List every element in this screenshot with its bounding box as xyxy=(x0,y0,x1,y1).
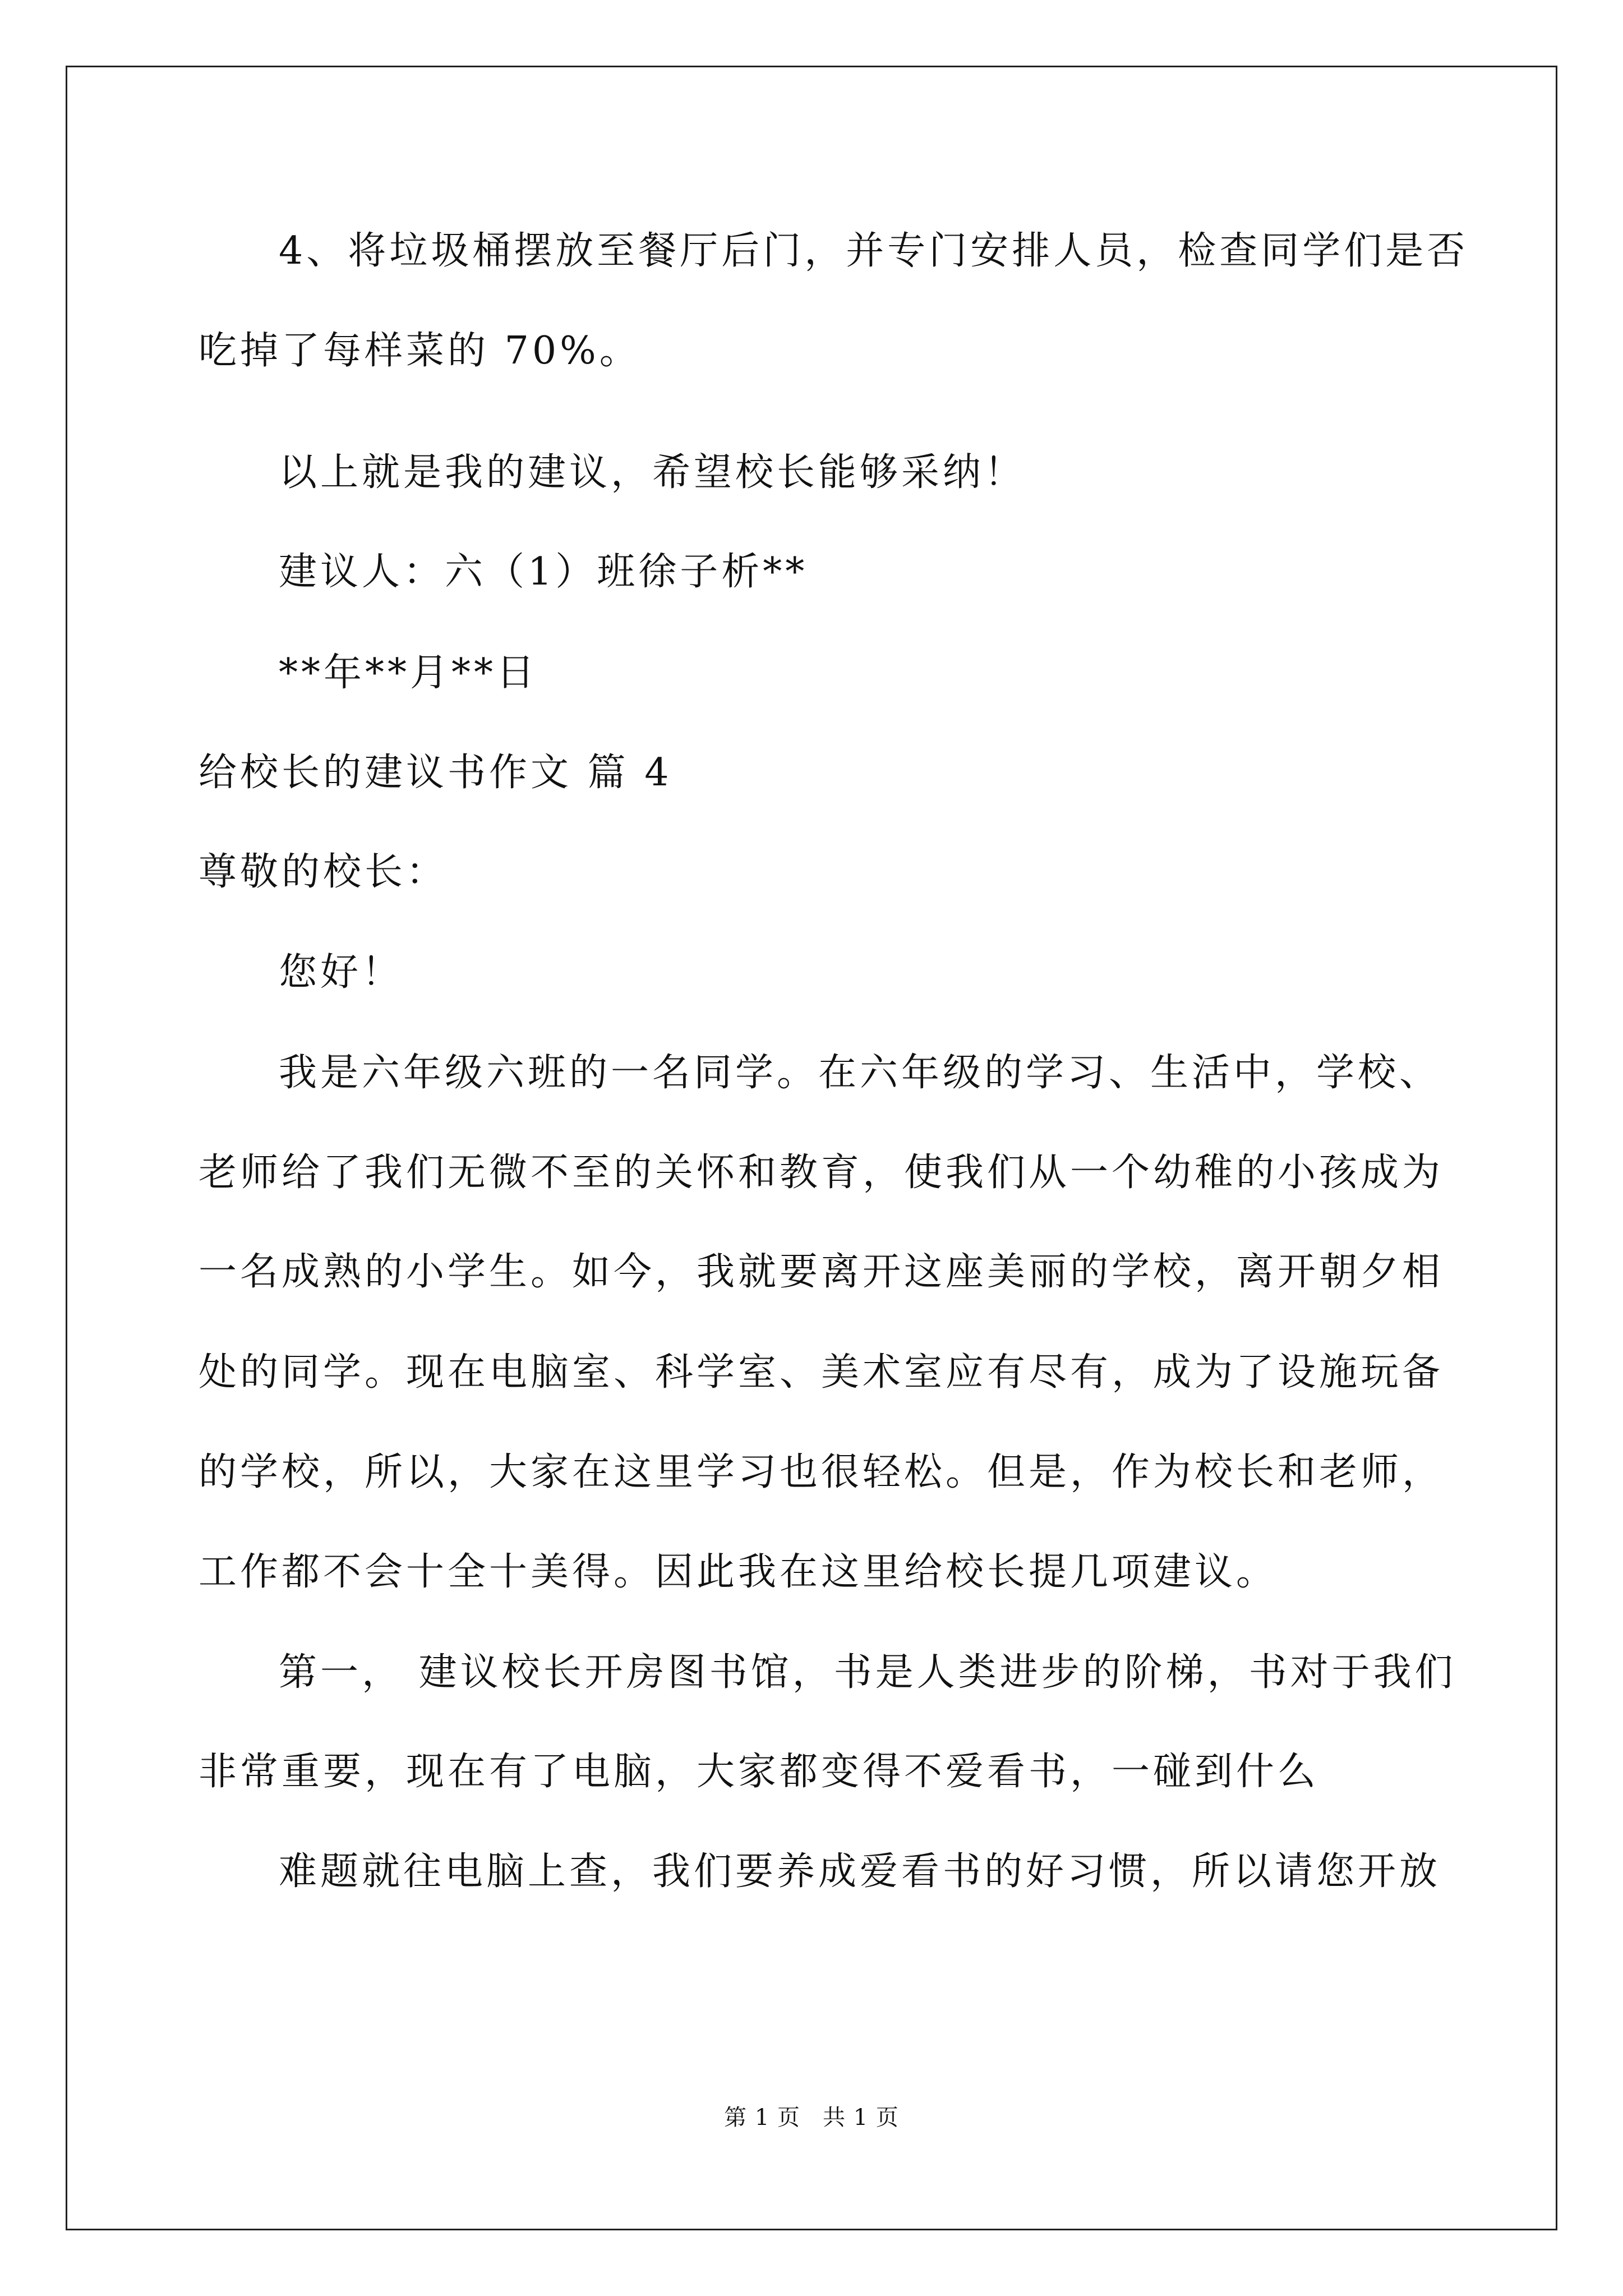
paragraph-line: 4、将垃圾桶摆放至餐厅后门，并专门安排人员，检查同学们是否 xyxy=(279,229,1469,273)
paragraph-line: 非常重要，现在有了电脑，大家都变得不爱看书，一碰到什么 xyxy=(199,1750,1320,1794)
paragraph-line: 我是六年级六班的一名同学。在六年级的学习、生活中，学校、 xyxy=(279,1051,1441,1095)
date-line: **年**月**日 xyxy=(279,651,538,695)
paragraph-line: 吃掉了每样菜的 70%。 xyxy=(199,329,641,373)
paragraph-line: 以上就是我的建议，希望校长能够采纳！ xyxy=(279,450,1026,495)
paragraph-line: 的学校，所以，大家在这里学习也很轻松。但是，作为校长和老师， xyxy=(199,1450,1444,1494)
page-number: 第 1 页 xyxy=(724,2105,800,2131)
paragraph-line: 老师给了我们无微不至的关怀和教育，使我们从一个幼稚的小孩成为 xyxy=(199,1151,1444,1195)
paragraph-line: 一名成熟的小学生。如今，我就要离开这座美丽的学校，离开朝夕相 xyxy=(199,1250,1444,1294)
page-footer xyxy=(0,2101,1623,2134)
salutation: 尊敬的校长： xyxy=(199,850,448,894)
paragraph-line: 处的同学。现在电脑室、科学室、美术室应有尽有，成为了设施玩备 xyxy=(199,1350,1444,1395)
signature-line: 建议人：六（1）班徐子析** xyxy=(279,550,808,594)
page-total: 共 1 页 xyxy=(823,2105,899,2131)
greeting: 您好！ xyxy=(279,950,404,995)
paragraph-line: 难题就往电脑上查，我们要养成爱看书的好习惯，所以请您开放 xyxy=(279,1849,1441,1894)
paragraph-line: 工作都不会十全十美得。因此我在这里给校长提几项建议。 xyxy=(199,1550,1278,1594)
paragraph-line: 第一， 建议校长开房图书馆，书是人类进步的阶梯，书对于我们 xyxy=(279,1650,1456,1695)
section-heading: 给校长的建议书作文 篇 4 xyxy=(199,751,672,795)
